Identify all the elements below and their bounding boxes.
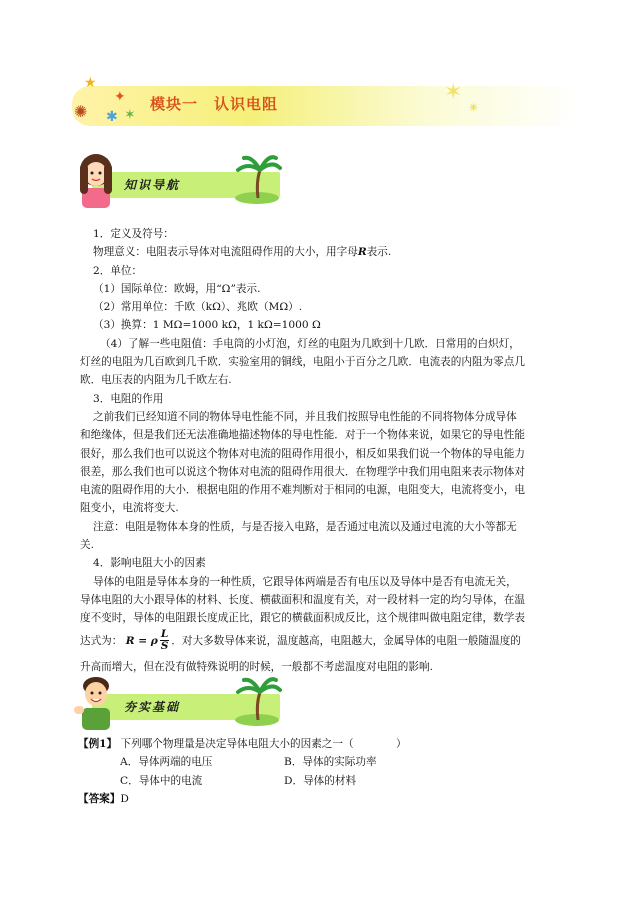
text-line: 度不变时，导体的电阻跟长度成正比，跟它的横截面积成反比，这个规律叫做电阻定律，数学表 xyxy=(80,612,525,625)
text-line: （3）换算：1 MΩ=1000 kΩ，1 kΩ=1000 Ω xyxy=(93,319,321,332)
section-header-basics xyxy=(72,672,282,732)
starfish-icon: ★ xyxy=(84,75,97,91)
palm-tree-icon xyxy=(232,154,282,204)
formula-lhs: R = ρ xyxy=(125,634,158,647)
text-line: 导体的电阻是导体本身的一种性质，它跟导体两端是否有电压以及导体中是否有电流无关， xyxy=(93,575,517,588)
answer-line xyxy=(78,790,548,808)
palm-tree-icon xyxy=(232,676,282,726)
example-question xyxy=(78,735,548,753)
banner-background xyxy=(72,86,580,126)
text-line: 注意：电阻是物体本身的性质，与是否接入电路，是否通过电流以及通过电流的大小等都无 xyxy=(93,520,517,533)
text-line: 2．单位： xyxy=(93,264,143,277)
option-a: A．导体两端的电压 xyxy=(120,756,213,769)
formula-numerator: L xyxy=(160,628,169,641)
section-label: 知识导航 xyxy=(124,178,181,192)
text-line: 很好，那么我们也可以说这个物体对电流的阻碍作用很小，相反如果我们说一个物体的导电能力 xyxy=(80,447,525,460)
starfish-small-icon: ✶ xyxy=(124,107,136,123)
answer-tag: 【答案】 xyxy=(78,792,121,805)
question-text: 下列哪个物理量是决定导体电阻大小的因素之一（ ） xyxy=(120,738,407,750)
option-d: D．导体的材料 xyxy=(284,774,357,787)
formula-line: 达式为： R = ρ $\frac{L}{S}$ ．对大多数导体来说，温度越高，电阻越大，金属导体的电阻一般随温度的 xyxy=(80,628,521,653)
text-line: 导体电阻的大小跟导体的材料、长度、横截面积和温度有关，对一段材料一定的均匀导体，在温 xyxy=(80,593,525,606)
text-line: 物理意义：电阻表示导体对电流阻碍作用的大小，用字母R表示. xyxy=(93,246,392,259)
formula-fraction xyxy=(160,629,169,652)
example-block xyxy=(78,735,548,808)
text-line: 欧．电压表的内阻为几千欧左右. xyxy=(80,374,232,387)
section-label: 夯实基础 xyxy=(124,700,181,714)
module-banner xyxy=(72,75,580,132)
crab-icon: ✺ xyxy=(74,102,88,121)
text-line: 很差，那么我们也可以说这个物体对电流的阻碍作用很大．在物理学中我们用电阻来表示物体对 xyxy=(80,465,525,478)
star-icon: ✦ xyxy=(114,89,126,105)
section-header-knowledge xyxy=(72,150,282,210)
resistance-symbol: R xyxy=(357,246,367,259)
options-row xyxy=(78,772,548,790)
text-line: （4）了解一些电阻值：手电筒的小灯泡，灯丝的电阻为几欧到十几欧．日常用的白炽灯， xyxy=(100,337,520,350)
option-c: C．导体中的电流 xyxy=(120,774,203,787)
text-line: 关. xyxy=(80,539,94,552)
text-line: 升高而增大，但在没有做特殊说明的时候，一般都不考虑温度对电阻的影响. xyxy=(80,660,433,673)
text-line: 之前我们已经知道不同的物体导电性能不同，并且我们按照导电性能的不同将物体分成导体 xyxy=(93,410,517,423)
shell-icon: ✱ xyxy=(106,109,118,125)
text-line: 灯丝的电阻为几百欧到几千欧．实验室用的铜线，电阻小于百分之几欧．电流表的内阻为零点几 xyxy=(80,356,525,369)
text-line: （1）国际单位：欧姆，用“Ω”表示. xyxy=(93,282,261,295)
text-line: 阻变小，电流将变大. xyxy=(80,502,179,515)
text-line: 电流的阻碍作用的大小．根据电阻的作用不难判断对于相同的电源，电阻变大，电流将变小，电 xyxy=(80,484,525,497)
girl-avatar-icon xyxy=(72,150,122,210)
content-body xyxy=(80,225,550,676)
boy-avatar-icon xyxy=(72,672,122,732)
sparkle-icon: ✷ xyxy=(468,101,479,116)
text-line: 4．影响电阻大小的因素 xyxy=(93,557,206,570)
text-line: 3．电阻的作用 xyxy=(93,392,164,405)
starfish-faded-icon: ✶ xyxy=(444,80,463,105)
text-line: 和绝缘体，但是我们还无法准确地描述物体的导电性能．对于一个物体来说，如果它的导电性能 xyxy=(80,429,525,442)
option-b: B．导体的实际功率 xyxy=(284,756,377,769)
options-row xyxy=(78,753,548,771)
module-title: 模块一 认识电阻 xyxy=(150,95,279,113)
example-tag: 【例1】 xyxy=(78,738,118,750)
text-line: 1．定义及符号： xyxy=(93,228,174,240)
text-line: （2）常用单位：千欧（kΩ）、兆欧（MΩ）. xyxy=(93,301,303,314)
answer-value: D xyxy=(120,792,129,805)
formula-denominator: S xyxy=(160,640,169,653)
